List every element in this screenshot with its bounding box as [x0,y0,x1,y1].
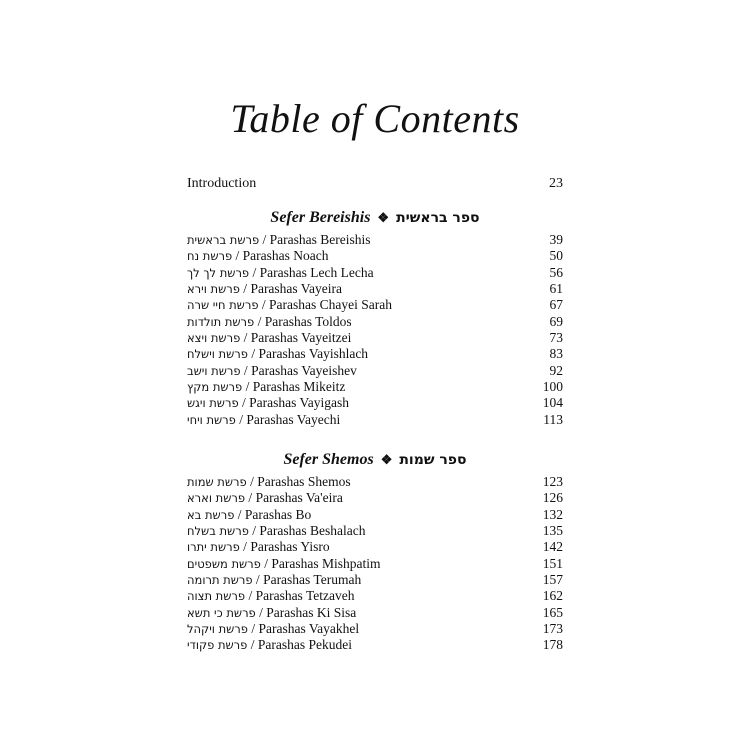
entry-english-title: Parashas Noach [242,248,329,264]
entry-title [187,412,340,428]
entry-english-title: Parashas Vayakhel [258,621,360,637]
entry-hebrew-title: פרשת בראשית [187,233,260,247]
entry-english-title: Parashas Mikeitz [252,379,346,395]
entry-separator: / [252,572,264,588]
entry-separator: / [240,362,252,378]
toc-entry[interactable] [187,346,563,362]
entry-title [187,330,351,346]
entry-hebrew-title: פרשת נח [187,249,233,264]
section-sefer-shemos [187,450,563,654]
section-heading-hebrew: ספר שמות [399,452,467,468]
section-heading-english: Sefer Bereishis [270,209,371,226]
entry-page-number: 135 [542,523,563,539]
entry-separator: / [242,379,253,395]
entry-english-title: Parashas Beshalach [259,523,366,539]
toc-entry[interactable] [187,395,563,411]
entry-english-title: Parashas Vayeishev [251,362,357,378]
entry-page-number: 178 [542,637,563,653]
entry-english-title: Parashas Bereishis [269,232,371,247]
entry-separator: / [245,490,256,506]
page-title: Table of Contents [230,96,520,141]
entry-separator: / [248,523,260,539]
toc-entry[interactable] [187,556,563,572]
entry-english-title: Parashas Va'eira [255,490,343,506]
toc-entry[interactable] [187,330,563,346]
entry-page-number: 39 [549,232,563,247]
entry-hebrew-title: פרשת וישלח [187,347,248,362]
entry-hebrew-title: פרשת וארא [187,491,246,506]
entry-separator: / [249,264,260,280]
toc-entry[interactable] [187,507,563,523]
entry-page-number: 83 [549,346,563,362]
entry-hebrew-title: פרשת חיי שרה [187,298,259,313]
entry-page-number: 73 [549,330,563,346]
entry-hebrew-title: פרשת בא [187,507,235,522]
entry-separator: / [260,555,272,571]
toc-entry[interactable] [187,621,563,637]
entry-title [187,572,361,588]
entry-separator: / [239,539,251,555]
entry-page-number: 92 [549,362,563,378]
entry-hebrew-title: פרשת לך לך [187,265,250,280]
toc-entry[interactable] [187,297,563,313]
entry-hebrew-title: פרשת תרומה [187,573,253,588]
entry-english-title: Parashas Vayigash [249,395,350,411]
toc-entry[interactable] [187,523,563,539]
diamond-ornament-icon: ❖ [380,452,393,467]
entry-hebrew-title: פרשת תצוה [187,589,246,604]
entry-hebrew-title: פרשת תולדות [187,314,255,329]
entry-page-number: 113 [543,411,563,427]
section-heading [187,208,563,228]
entry-title [187,265,374,281]
entry-page-number: 104 [542,395,563,411]
entry-hebrew-title: פרשת ויחי [187,412,236,427]
entry-separator: / [232,248,243,264]
entry-separator: / [235,411,247,427]
toc-entry[interactable] [187,314,563,330]
entry-hebrew-title: פרשת וישב [187,363,241,378]
entry-english-title: Parashas Vayishlach [258,346,369,362]
entry-separator: / [247,637,258,653]
diamond-ornament-icon: ❖ [377,210,390,225]
entry-english-title: Parashas Ki Sisa [266,604,357,620]
entry-title [187,637,352,653]
entry-english-title: Parashas Terumah [263,572,362,588]
entry-separator: / [246,474,258,489]
entry-title [187,588,354,604]
entry-title [187,539,330,555]
entry-page-number: 173 [542,621,563,637]
toc-entry[interactable] [187,281,563,297]
entry-separator: / [247,346,259,362]
entry-separator: / [239,281,251,297]
entry-page-number: 67 [549,297,563,313]
entry-separator: / [259,232,270,247]
entry-title [187,507,311,523]
entry-english-title: Parashas Tetzaveh [255,588,355,604]
entry-separator: / [238,395,250,411]
section-heading [187,450,563,470]
entry-hebrew-title: פרשת כי תשא [187,605,256,620]
entry-title [187,281,342,297]
entry-title [187,621,359,637]
entry-separator: / [240,330,251,346]
entry-page-number: 50 [549,248,563,264]
section-entries [187,474,563,654]
toc-entry[interactable] [187,605,563,621]
toc-entry[interactable] [187,248,563,264]
entry-title [187,395,349,411]
entry-title [187,346,368,362]
entry-hebrew-title: פרשת ויקהל [187,622,248,637]
toc-entry[interactable] [187,265,563,281]
entry-english-title: Parashas Mishpatim [271,555,381,571]
entry-title [187,490,343,506]
entry-title [187,248,329,264]
entry-english-title: Parashas Vayeitzei [250,330,352,346]
entry-page-number: 165 [542,604,563,620]
toc-entry[interactable] [187,490,563,506]
toc-entry[interactable] [187,412,563,428]
entry-english-title: Parashas Vayeira [250,281,343,297]
entry-page-number: 157 [542,572,563,588]
toc-entry[interactable] [187,363,563,379]
entry-hebrew-title: פרשת שמות [187,475,247,489]
entry-hebrew-title: פרשת ויגש [187,396,239,411]
entry-page-number: 151 [542,555,563,571]
toc-entry[interactable] [187,588,563,604]
entry-separator: / [245,588,256,604]
entry-page-number: 23 [549,176,563,191]
entry-separator: / [234,506,245,522]
section-heading-english: Sefer Shemos [283,451,374,468]
entry-english-title: Parashas Chayei Sarah [269,297,392,313]
entry-page-number: 56 [549,264,563,280]
entry-english-title: Parashas Pekudei [257,637,352,653]
entry-separator: / [254,313,265,329]
entry-english-title: Parashas Vayechi [246,411,341,427]
entry-hebrew-title: פרשת מקץ [187,380,243,395]
entry-title [187,314,352,330]
entry-page-number: 126 [542,490,563,506]
entry-title [187,474,351,490]
toc-entry[interactable] [187,539,563,555]
entry-title [187,605,356,621]
entry-page-number: 123 [542,474,563,489]
entry-title [187,556,380,572]
entry-title [187,379,345,395]
entry-page-number: 69 [549,313,563,329]
entry-hebrew-title: פרשת משפטים [187,556,261,571]
entry-page-number: 61 [549,281,563,297]
entry-page-number: 142 [542,539,563,555]
entry-separator: / [258,297,270,313]
entry-english-title: Parashas Yisro [250,539,330,555]
toc-entry-introduction[interactable] [187,175,563,193]
entry-english-title: Parashas Lech Lecha [259,264,374,280]
entry-page-number: 100 [542,379,563,395]
entry-hebrew-title: פרשת וירא [187,282,240,297]
entry-page-number: 132 [542,506,563,522]
entry-title [187,232,371,248]
section-heading-hebrew: ספר בראשית [396,210,480,226]
entry-hebrew-title: פרשת בשלח [187,524,249,539]
toc-entry[interactable] [187,637,563,653]
section-entries [187,232,563,428]
entry-english-title: Parashas Toldos [264,313,352,329]
toc-entry[interactable] [187,232,563,248]
entry-hebrew-title: פרשת ויצא [187,331,241,346]
toc-entry[interactable] [187,379,563,395]
entry-title [187,523,366,539]
entry-english-title: Parashas Shemos [257,474,351,489]
entry-title [187,363,357,379]
entry-separator: / [247,621,259,637]
toc-entry[interactable] [187,572,563,588]
toc-entry[interactable] [187,474,563,490]
entry-english-title: Parashas Bo [244,506,312,522]
entry-hebrew-title: פרשת יתרו [187,540,240,555]
section-sefer-bereishis [187,208,563,428]
entry-page-number: 162 [542,588,563,604]
entry-separator: / [255,604,267,620]
entry-title [187,297,392,313]
entry-label: Introduction [187,176,257,191]
entry-hebrew-title: פרשת פקודי [187,638,248,653]
